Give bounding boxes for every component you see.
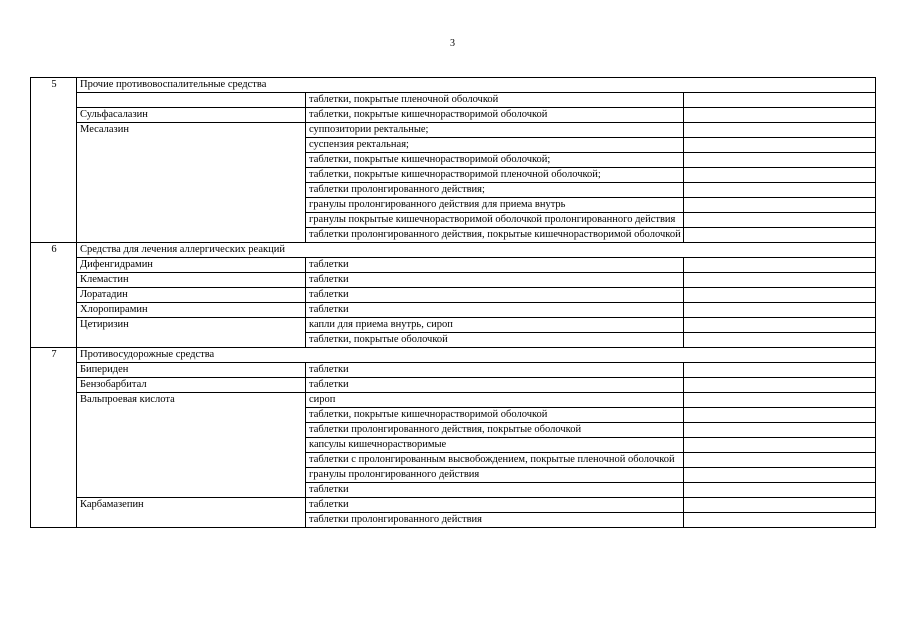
dosage-form: таблетки	[306, 273, 684, 288]
dosage-form: гранулы пролонгированного действия для приема внутрь	[306, 198, 684, 213]
table-row	[31, 258, 876, 273]
empty-cell	[684, 93, 876, 108]
dosage-form: суппозитории ректальные;	[306, 123, 684, 138]
drug-name: Сульфасалазин	[77, 108, 306, 123]
drug-name: Дифенгидрамин	[77, 258, 306, 273]
dosage-form: таблетки	[306, 483, 684, 498]
section-number: 7	[31, 348, 77, 528]
empty-cell	[684, 468, 876, 483]
empty-cell	[684, 138, 876, 153]
drug-name	[77, 93, 306, 108]
empty-cell	[684, 273, 876, 288]
table-row	[31, 303, 876, 318]
table-row	[31, 318, 876, 333]
dosage-form: капли для приема внутрь, сироп	[306, 318, 684, 333]
empty-cell	[684, 168, 876, 183]
dosage-form: таблетки пролонгированного действия, покрытые кишечнорастворимой оболочкой	[306, 228, 684, 243]
dosage-form: гранулы пролонгированного действия	[306, 468, 684, 483]
empty-cell	[684, 153, 876, 168]
dosage-form: таблетки, покрытые кишечнорастворимой оболочкой;	[306, 153, 684, 168]
dosage-form: таблетки, покрытые оболочкой	[306, 333, 684, 348]
section-header-row	[31, 348, 876, 363]
empty-cell	[684, 393, 876, 408]
dosage-form: таблетки пролонгированного действия;	[306, 183, 684, 198]
empty-cell	[684, 198, 876, 213]
drug-name: Хлоропирамин	[77, 303, 306, 318]
table-row	[31, 378, 876, 393]
empty-cell	[684, 453, 876, 468]
table-row	[31, 393, 876, 408]
dosage-form: таблетки пролонгированного действия	[306, 513, 684, 528]
empty-cell	[684, 513, 876, 528]
dosage-form: таблетки	[306, 258, 684, 273]
empty-cell	[684, 123, 876, 138]
empty-cell	[684, 498, 876, 513]
drug-name: Вальпроевая кислота	[77, 393, 306, 498]
table-row	[31, 108, 876, 123]
drug-table	[30, 77, 876, 528]
drug-name: Клемастин	[77, 273, 306, 288]
empty-cell	[684, 363, 876, 378]
section-header-row	[31, 243, 876, 258]
dosage-form: таблетки	[306, 498, 684, 513]
drug-name: Карбамазепин	[77, 498, 306, 528]
empty-cell	[684, 183, 876, 198]
empty-cell	[684, 408, 876, 423]
dosage-form: таблетки, покрытые кишечнорастворимой пленочной оболочкой;	[306, 168, 684, 183]
dosage-form: сироп	[306, 393, 684, 408]
empty-cell	[684, 423, 876, 438]
section-title: Противосудорожные средства	[77, 348, 876, 363]
empty-cell	[684, 108, 876, 123]
dosage-form: таблетки с пролонгированным высвобождением, покрытые пленочной оболочкой	[306, 453, 684, 468]
drug-name: Бензобарбитал	[77, 378, 306, 393]
dosage-form: таблетки	[306, 363, 684, 378]
drug-name: Лоратадин	[77, 288, 306, 303]
table-row	[31, 93, 876, 108]
dosage-form: капсулы кишечнорастворимые	[306, 438, 684, 453]
section-title: Прочие противовоспалительные средства	[77, 78, 876, 93]
table-row	[31, 498, 876, 513]
drug-name: Цетиризин	[77, 318, 306, 348]
empty-cell	[684, 438, 876, 453]
empty-cell	[684, 483, 876, 498]
drug-name: Бипериден	[77, 363, 306, 378]
section-header-row	[31, 78, 876, 93]
dosage-form: таблетки, покрытые пленочной оболочкой	[306, 93, 684, 108]
empty-cell	[684, 303, 876, 318]
dosage-form: таблетки пролонгированного действия, покрытые оболочкой	[306, 423, 684, 438]
empty-cell	[684, 288, 876, 303]
table-row	[31, 273, 876, 288]
empty-cell	[684, 318, 876, 333]
section-title: Средства для лечения аллергических реакций	[77, 243, 876, 258]
table-row	[31, 123, 876, 138]
empty-cell	[684, 228, 876, 243]
empty-cell	[684, 258, 876, 273]
dosage-form: суспензия ректальная;	[306, 138, 684, 153]
section-number: 6	[31, 243, 77, 348]
empty-cell	[684, 333, 876, 348]
section-number: 5	[31, 78, 77, 243]
dosage-form: таблетки	[306, 303, 684, 318]
empty-cell	[684, 213, 876, 228]
dosage-form: таблетки	[306, 378, 684, 393]
table-row	[31, 288, 876, 303]
empty-cell	[684, 378, 876, 393]
dosage-form: таблетки, покрытые кишечнорастворимой оболочкой	[306, 408, 684, 423]
dosage-form: таблетки, покрытые кишечнорастворимой оболочкой	[306, 108, 684, 123]
table-row	[31, 363, 876, 378]
dosage-form: таблетки	[306, 288, 684, 303]
dosage-form: гранулы покрытые кишечнорастворимой оболочкой пролонгированного действия	[306, 213, 684, 228]
page-number: 3	[450, 38, 455, 49]
drug-name: Месалазин	[77, 123, 306, 243]
